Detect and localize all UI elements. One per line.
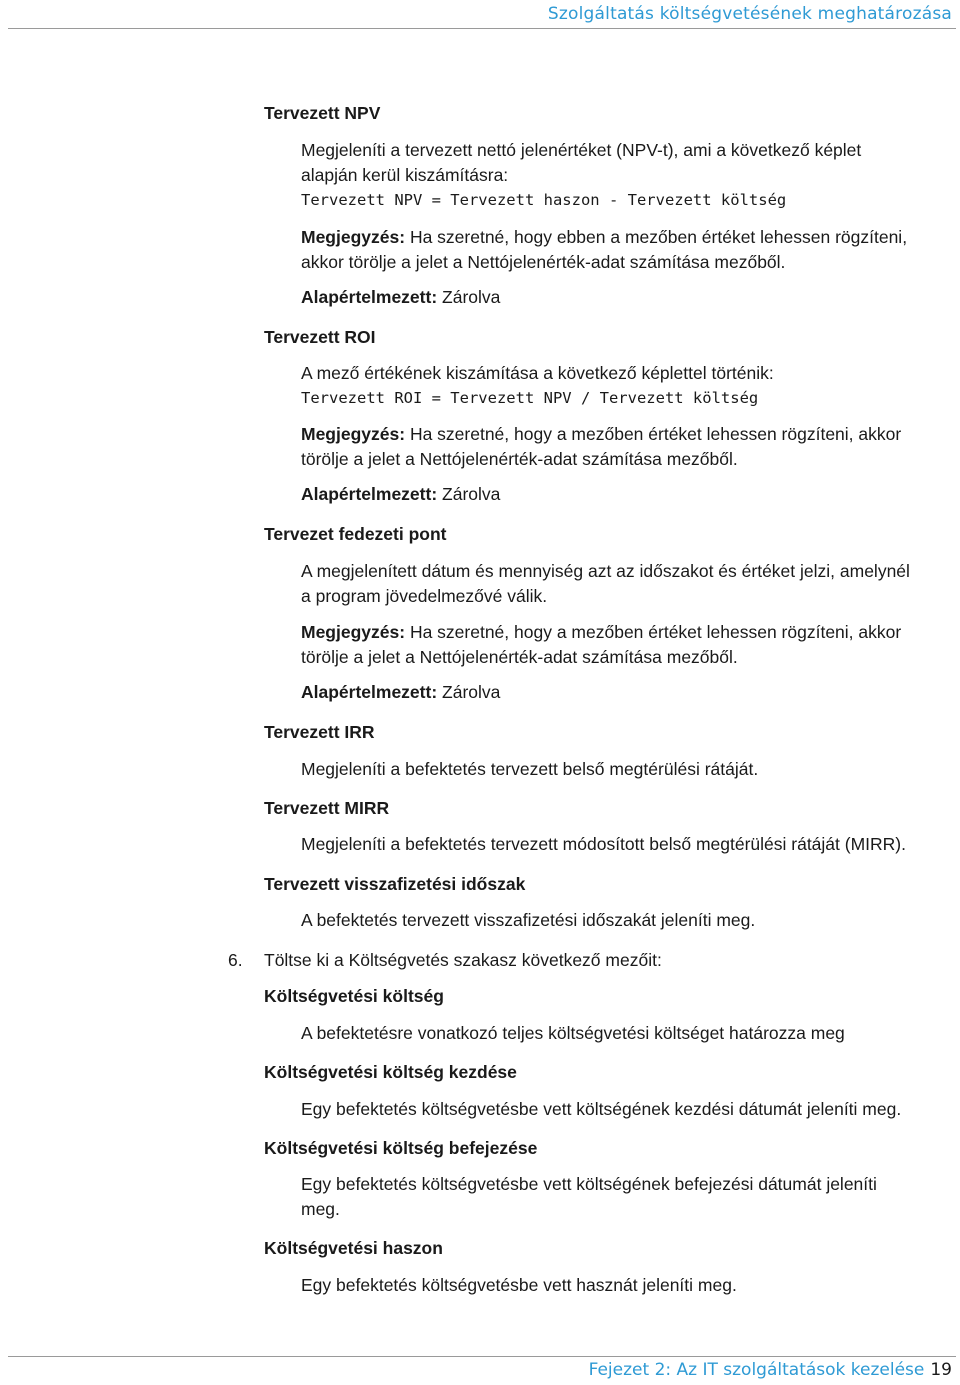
section-heading-irr: Tervezett IRR bbox=[264, 722, 375, 742]
section-heading-npv: Tervezett NPV bbox=[264, 103, 381, 123]
section-heading-roi: Tervezett ROI bbox=[264, 327, 376, 347]
section-heading-payback: Tervezett visszafizetési időszak bbox=[264, 874, 526, 894]
budget-cost-end-description-line-2: meg. bbox=[301, 1199, 340, 1219]
default-value: Zárolva bbox=[442, 484, 501, 504]
breakeven-note-line-2: törölje a jelet a Nettójelenérték-adat számítása mezőből. bbox=[301, 647, 738, 667]
note-label: Megjegyzés: bbox=[301, 227, 406, 247]
roi-note-text-1: Ha szeretné, hogy a mezőben értéket lehessen rögzíteni, akkor bbox=[409, 424, 902, 444]
roi-description-line-1: A mező értékének kiszámítása a következő képlettel történik: bbox=[301, 363, 774, 383]
field-heading-budget-cost-end: Költségvetési költség befejezése bbox=[264, 1138, 538, 1158]
default-label: Alapértelmezett: bbox=[301, 682, 438, 702]
npv-default bbox=[301, 285, 500, 310]
field-heading-budget-cost-start: Költségvetési költség kezdése bbox=[264, 1062, 517, 1082]
section-heading-breakeven: Tervezet fedezeti pont bbox=[264, 524, 447, 544]
default-value: Zárolva bbox=[442, 682, 501, 702]
budget-cost-end-description-line-1: Egy befektetés költségvetésbe vett költségének befejezési dátumát jeleníti bbox=[301, 1174, 877, 1194]
breakeven-description-line-2: a program jövedelmezővé válik. bbox=[301, 586, 548, 606]
step-number: 6. bbox=[228, 950, 243, 970]
section-heading-mirr: Tervezett MIRR bbox=[264, 798, 390, 818]
note-label: Megjegyzés: bbox=[301, 622, 406, 642]
default-value: Zárolva bbox=[442, 287, 501, 307]
page-header-title: Szolgáltatás költségvetésének meghatározása bbox=[547, 4, 952, 24]
npv-note-line-1 bbox=[301, 225, 907, 250]
default-label: Alapértelmezett: bbox=[301, 484, 438, 504]
npv-description-line-1: Megjeleníti a tervezett nettó jelenértéket (NPV-t), ami a következő képlet bbox=[301, 140, 862, 160]
step-instruction: Töltse ki a Költségvetés szakasz következő mezőit: bbox=[264, 950, 662, 970]
budget-cost-start-description: Egy befektetés költségvetésbe vett költségének kezdési dátumát jeleníti meg. bbox=[301, 1099, 902, 1119]
roi-note-line-1 bbox=[301, 422, 901, 447]
roi-default bbox=[301, 482, 500, 507]
header-divider bbox=[8, 28, 956, 29]
breakeven-default bbox=[301, 680, 500, 705]
breakeven-note-line-1 bbox=[301, 620, 901, 645]
budget-benefit-description: Egy befektetés költségvetésbe vett hasznát jeleníti meg. bbox=[301, 1275, 737, 1295]
breakeven-note-text-1: Ha szeretné, hogy a mezőben értéket lehessen rögzíteni, akkor bbox=[409, 622, 902, 642]
npv-description-line-2: alapján kerül kiszámításra: bbox=[301, 165, 509, 185]
page-number: 19 bbox=[930, 1360, 952, 1380]
field-heading-budget-cost: Költségvetési költség bbox=[264, 986, 444, 1006]
npv-formula: Tervezett NPV = Tervezett haszon - Tervezett költség bbox=[301, 191, 787, 209]
default-label: Alapértelmezett: bbox=[301, 287, 438, 307]
footer-chapter: Fejezet 2: Az IT szolgáltatások kezelése bbox=[588, 1360, 925, 1380]
npv-note-line-2: akkor törölje a jelet a Nettójelenérték-adat számítása mezőből. bbox=[301, 252, 786, 272]
npv-note-text-1: Ha szeretné, hogy ebben a mezőben értéket lehessen rögzíteni, bbox=[409, 227, 908, 247]
payback-description: A befektetés tervezett visszafizetési időszakát jeleníti meg. bbox=[301, 910, 756, 930]
footer-divider bbox=[8, 1356, 956, 1357]
breakeven-description-line-1: A megjelenített dátum és mennyiség azt az időszakot és értéket jelzi, amelynél bbox=[301, 561, 910, 581]
field-heading-budget-benefit: Költségvetési haszon bbox=[264, 1238, 443, 1258]
roi-formula: Tervezett ROI = Tervezett NPV / Tervezett költség bbox=[301, 389, 759, 407]
irr-description: Megjeleníti a befektetés tervezett belső megtérülési rátáját. bbox=[301, 759, 759, 779]
mirr-description: Megjeleníti a befektetés tervezett módosított belső megtérülési rátáját (MIRR). bbox=[301, 834, 906, 854]
page-footer bbox=[589, 1360, 952, 1380]
roi-note-line-2: törölje a jelet a Nettójelenérték-adat számítása mezőből. bbox=[301, 449, 738, 469]
note-label: Megjegyzés: bbox=[301, 424, 406, 444]
budget-cost-description: A befektetésre vonatkozó teljes költségvetési költséget határozza meg bbox=[301, 1023, 845, 1043]
